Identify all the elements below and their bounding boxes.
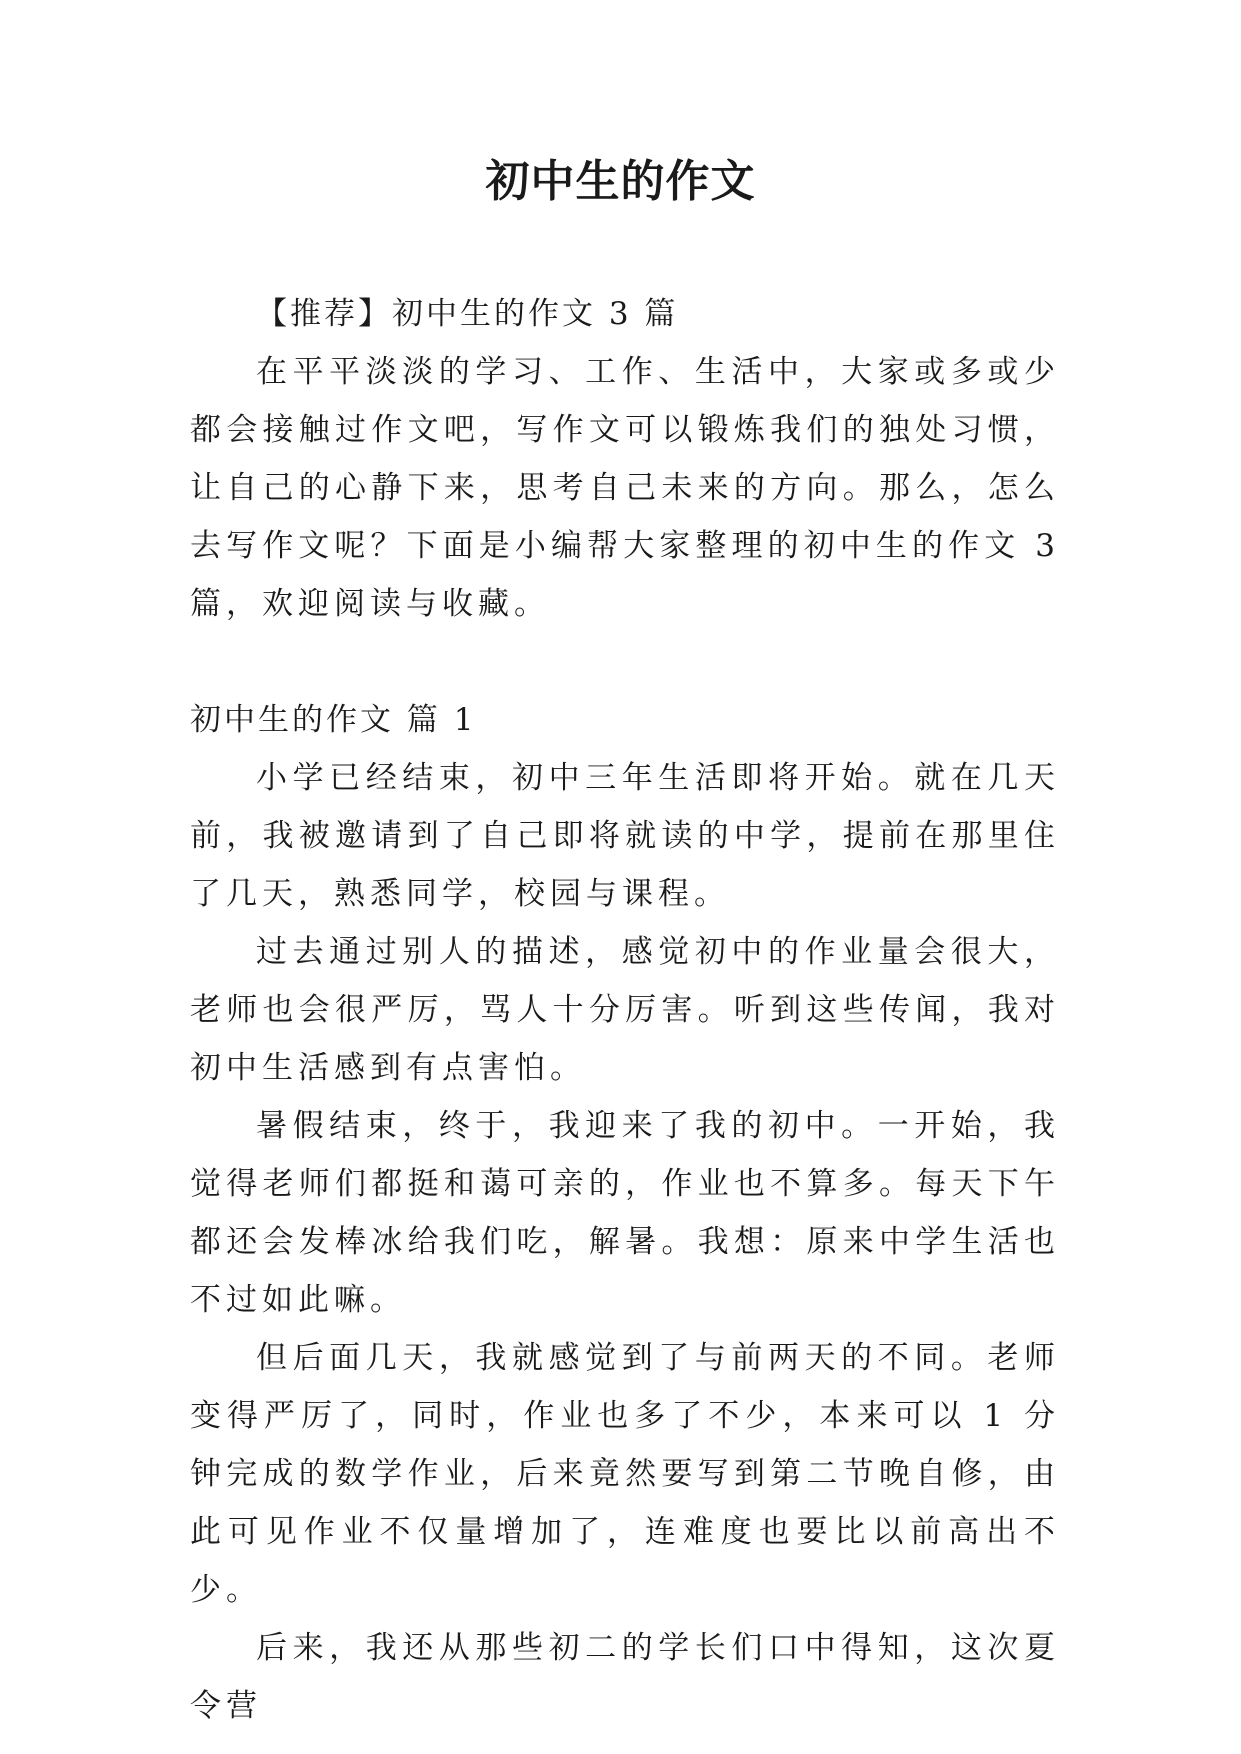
- document-body: [190, 285, 1060, 1735]
- body-paragraph: 但后面几天，我就感觉到了与前两天的不同。老师变得严厉了，同时，作业也多了不少，本来可以 1 分钟完成的数学作业，后来竟然要写到第二节晚自修，由此可见作业不仅量增加了，连难度也要比以前高出不少。: [190, 1340, 1060, 1608]
- section-spacer: [190, 633, 1060, 691]
- body-paragraph: 暑假结束，终于，我迎来了我的初中。一开始，我觉得老师们都挺和蔼可亲的，作业也不算多。每天下午都还会发棒冰给我们吃，解暑。我想：原来中学生活也不过如此嘛。: [190, 1108, 1060, 1318]
- intro-heading: 【推荐】初中生的作文 3 篇: [256, 296, 679, 332]
- body-paragraph: 后来，我还从那些初二的学长们口中得知，这次夏令营: [190, 1630, 1060, 1724]
- body-paragraph: 过去通过别人的描述，感觉初中的作业量会很大，老师也会很严厉，骂人十分厉害。听到这些传闻，我对初中生活感到有点害怕。: [190, 934, 1060, 1086]
- intro-paragraph: 在平平淡淡的学习、工作、生活中，大家或多或少都会接触过作文吧，写作文可以锻炼我们的独处习惯，让自己的心静下来，思考自己未来的方向。那么，怎么去写作文呢？下面是小编帮大家整理的初中生的作文 3 篇，欢迎阅读与收藏。: [190, 354, 1060, 622]
- document-title: 初中生的作文: [485, 156, 756, 207]
- body-paragraph: 小学已经结束，初中三年生活即将开始。就在几天前，我被邀请到了自己即将就读的中学，提前在那里住了几天，熟悉同学，校园与课程。: [190, 760, 1060, 912]
- section-heading: 初中生的作文 篇 1: [190, 702, 477, 738]
